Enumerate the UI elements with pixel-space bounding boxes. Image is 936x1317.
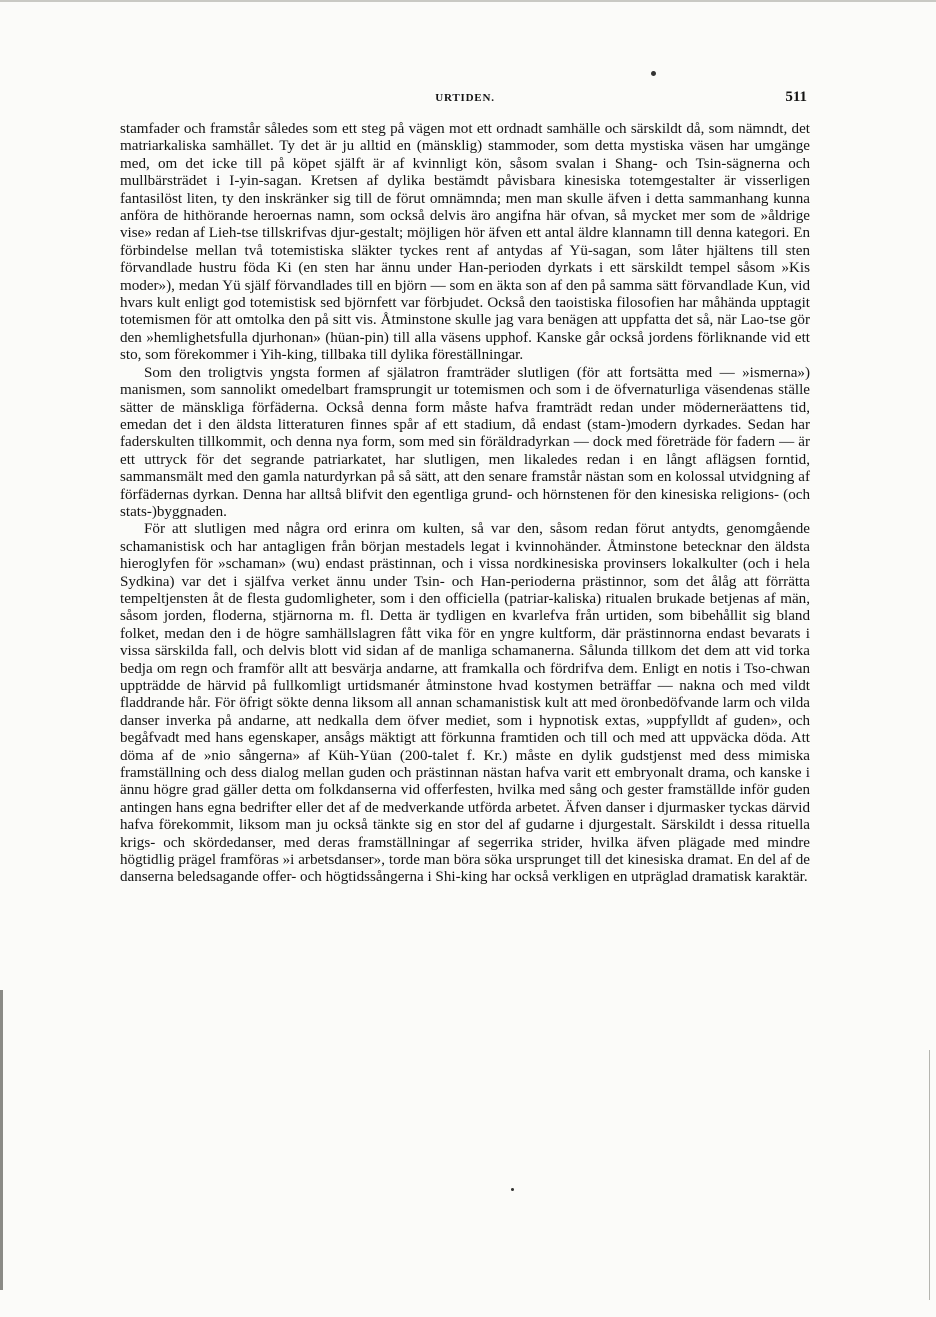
scan-edge bbox=[0, 990, 3, 1290]
text-body bbox=[120, 121, 810, 887]
scan-edge bbox=[0, 0, 936, 2]
running-title: URTIDEN. bbox=[435, 92, 495, 104]
ink-speck bbox=[651, 71, 656, 76]
running-head bbox=[120, 89, 810, 109]
paragraph-2: Som den troligtvis yngsta formen af själatron framträder slutligen (för att fortsätta med — »ismerna») manismen, som sannolikt omedelbart framsprungit ur totemismen och som i de öfvernaturliga väsendenas ställe sätter de mänskliga förfäderna. Också denna form måste hafva framträdt redan under möderneräattens tid, emedan det i den äldsta litteraturen finnes spår af ett stadium, då endast (stam-)modern dyrkades. Sedan har faderskulten tillkommit, och denna nya form, som med sin föräldradyrkan — dock med företräde för fadern — är ett uttryck för det segrande patriarkatet, har slutligen, men likaledes redan i en långt aflägsen forntid, sammansmält med den gamla naturdyrkan på så sätt, att den senare framstår nästan som en kolossal utvidgning af förfädernas dyrkan. Denna har alltså blifvit den egentliga grund- och hörnstenen för den kinesiska religions- (och stats-)byggnaden. bbox=[120, 364, 810, 520]
page-number: 511 bbox=[785, 89, 807, 105]
paragraph-3: För att slutligen med några ord erinra om kulten, så var den, såsom redan förut antydts, genomgående schamanistisk och har antagligen från början mestadels legat i kvinnohänder. Åtminstone betecknar den äldsta hieroglyfen för »schaman» (wu) endast prästinnan, och i vissa nordkinesiska provinsers lokalkulter (och i hela Sydkina) var det i själfva verket ännu under Tsin- och Han-perioderna prästinnor, som det ålåg att förrätta tempeltjensten åt de flesta gudomligheter, som i den officiella (patriar-kaliska) ritualen brukade betjenas af män, såsom jorden, floderna, stjärnorna m. fl. Detta är tydligen en kvarlefva från urtiden, som bibehållit sig bland folket, medan den i de högre samhällslagren fått vika för en yngre kultform, där prästinnorna endast bevarats i vissa särskilda fall, och delvis blott vid sidan af de manliga schamanerna. Sålunda tillkom det dem att vid torka bedja om regn och framför allt att besvärja andarne, att framkalla och fördrifva dem. Enligt en notis i Tso-chwan uppträdde de härvid på fullkomligt urtidsmanér åtminstone hvad kostymen beträffar — nakna och med vildt fladdrande hår. För öfrigt sökte denna liksom all annan schamanistisk kult att med öronbedöfvande larm och vilda danser inverka på andarne, att nedkalla dem öfver mediet, som i hypnotisk extas, »uppfylldt af guden», och begåfvadt med hans egenskaper, ansågs mäktigt att förkunna framtiden och till och med att uppväcka döda. Att döma af de »nio sångerna» af Küh-Yüan (200-talet f. Kr.) måste en dylik gudstjenst med dess mimiska framställning och dess dialog mellan guden och prästinnan nästan hafva varit ett embryonalt drama, och kanske i ännu högre grad gäller detta om folkdanserna vid offerfesten, hvilka med sång och gester framställde inför guden antingen hans egna bedrifter eller det af de medverkande utförda arbetet. Äfven danser i djurmasker tyckas därvid hafva förekommit, liksom man ju också tänkte sig en stor del af gudarne i djurgestalt. Särskildt i dessa rituella krigs- och skördedanser, med deras framställningar af segerrika strider, hvilka äfven plägade med mindre högtidlig prägel framföras »i arbetsdanser», torde man böra söka ursprunget till det kinesiska dramat. En del af de danserna beledsagande offer- och högtidssångerna i Shi-king har också verkligen en utpräglad dramatisk karaktär. bbox=[120, 521, 810, 886]
paragraph-1: stamfader och framstår således som ett steg på vägen mot ett ordnadt samhälle och särskildt då, som nämndt, det matriarkaliska samhället. Ty det är ju alltid en (mänsklig) stammoder, som detta mystiska väsen har umgänge med, om det icke till på köpet själft är af kvinnligt kön, såsom svalan i Shang- och Tsin-sägnerna och mullbärsträdet i I-yin-sagan. Kretsen af dylika bestämdt påvisbara kinesiska totemgestalter är visserligen fantasilöst liten, ty den inskränker sig till de förut omnämnda; men man skulle äfven i detta sammanhang kunna anföra de hithörande heroernas namn, som också delvis äro angifna här ofvan, så mycket mer som de »åldrige vise» redan af Lieh-tse tillskrifvas djur-gestalt; möjligen hör äfven ett antal äldre klannamn till denna kategori. En förbindelse mellan två totemistiska släkter tyckes rent af antydas af Yü-sagan, som låter hjältens till sten förvandlade hustru föda Ki (en sten har ännu under Han-perioden dyrkats i ett särskildt tempel såsom »Kis moder»), medan Yü själf förvandlades till en björn — som en äkta son af den på samma sätt förvandlade Kun, vid hvars kult enligt god totemistisk sed björnfett var förbjudet. Också den taoistiska filosofien har måhända upptagit totemismen för att omtolka den på sitt vis. Åtminstone skulle jag vara benägen att uppfatta det så, när Lao-tse gör den »hemlighetsfulla djurhonan» (hüan-pin) till alla väsens upphof. Kanske går också jordens förliknande vid ett sto, som förekommer i Yih-king, tillbaka till dylika föreställningar. bbox=[120, 121, 810, 364]
scan-edge bbox=[929, 1050, 930, 1300]
ink-speck bbox=[511, 1188, 514, 1191]
